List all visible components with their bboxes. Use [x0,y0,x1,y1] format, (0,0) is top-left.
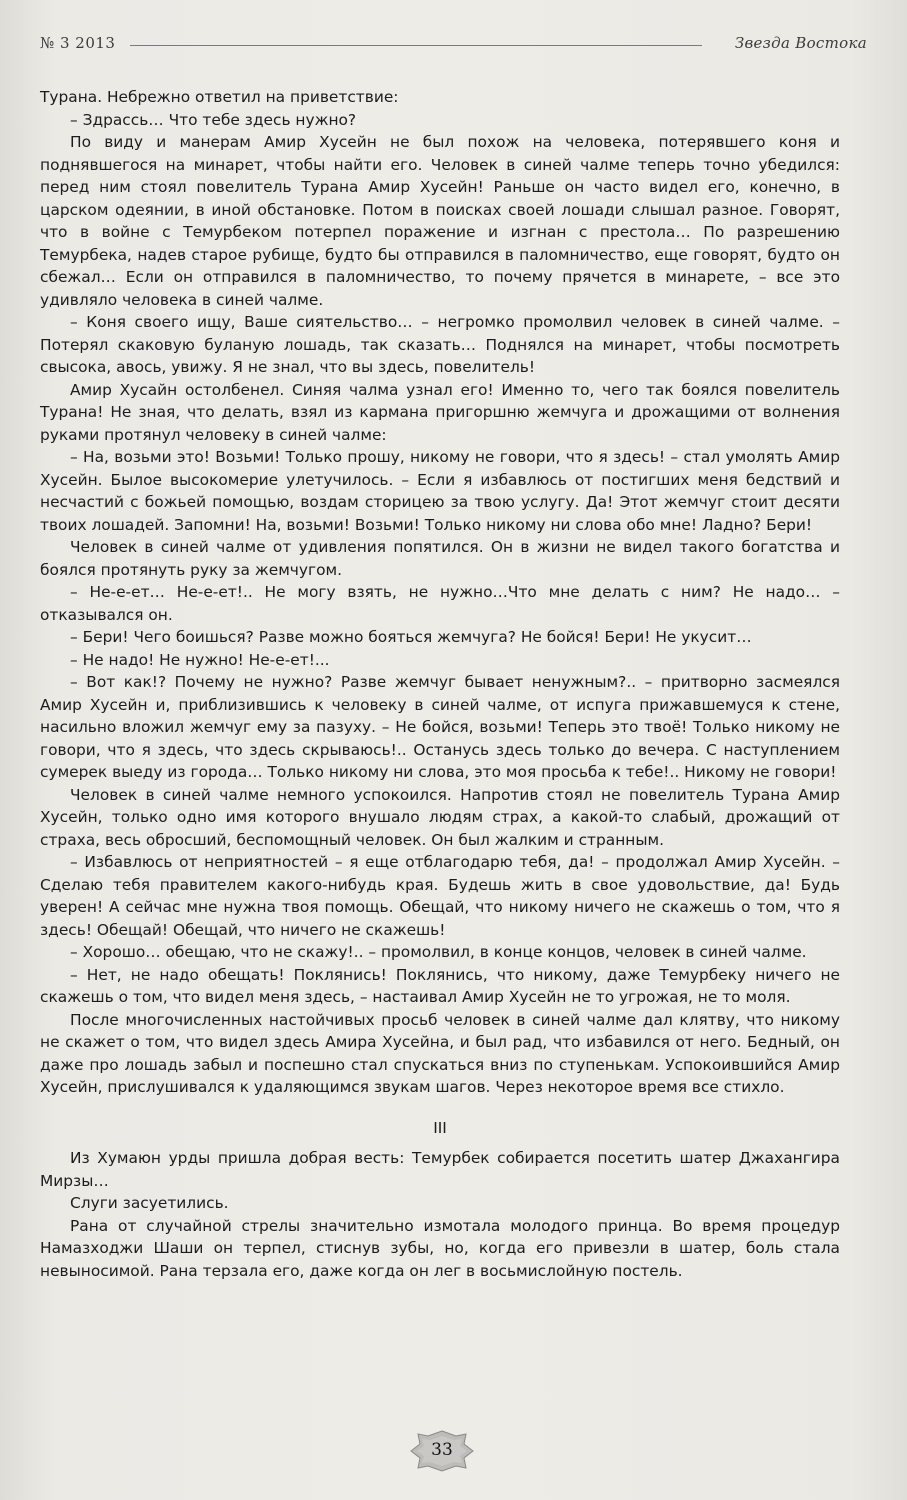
section-number: III [433,1118,447,1137]
paragraph: Амир Хусайн остолбенел. Синяя чалма узнал его! Именно то, чего так боялся повелитель Турана! Не зная, что делать, взял из кармана пригоршню жемчуга и дрожащими от волнения руками протянул человеку в синей чалме: [40,380,840,444]
page-number: 33 [431,1440,453,1460]
paragraph: После многочисленных настойчивых просьб человек в синей чалме дал клятву, что никому не скажет о том, что видел здесь Амира Хусейна, и был рад, что избавился от него. Бедный, он даже про лошадь забыл и поспешно стал спускаться вниз по ступенькам. Успокоившийся Амир Хусейн, прислушивался к удаляющимся звукам шагов. Через некоторое время все стихло. [40,1010,840,1096]
paragraph: Из Хумаюн урды пришла добрая весть: Темурбек собирается посетить шатер Джахангира Мирзы… [40,1149,840,1190]
paragraph: Рана от случайной стрелы значительно измотала молодого принца. Во время процедур Намазходжи Шаши он терпел, стиснув зубы, но, когда его привезли в шатер, боль стала невыносимой. Рана терзала его, даже когда он лег в восьмислойную постель. [40,1216,840,1280]
page-number-badge [410,1430,474,1472]
paragraph: – На, возьми это! Возьми! Только прошу, никому не говори, что я здесь! – стал умолять Амир Хусейн. Былое высокомерие улетучилось. – Если я избавлюсь от постигших меня бедствий и несчастий с божьей помощью, воздам сторицею за твою услугу. Да! Этот жемчуг стоит десяти твоих лошадей. Запомни! На, возьми! Возьми! Только никому ни слова обо мне! Ладно? Бери! [40,448,840,534]
paragraph: – Хорошо… обещаю, что не скажу!.. – промолвил, в конце концов, человек в синей чалме. [70,943,807,961]
paragraph: – Избавлюсь от неприятностей – я еще отблагодарю тебя, да! – продолжал Амир Хусейн. – Сделаю тебя правителем какого-нибудь края. Будешь жить в свое удовольствие, да! Будь уверен! А сейчас мне нужна твоя помощь. Обещай, что никому ничего не скажешь о том, что я здесь! Обещай! Обещай, что ничего не скажешь! [40,853,840,939]
paragraph: Слуги засуетились. [70,1194,229,1212]
paragraph: – Коня своего ищу, Ваше сиятельство… – негромко промолвил человек в синей чалме. – Потерял скаковую буланую лошадь, так сказать… Поднялся на минарет, чтобы посмотреть свысока, авось, увижу. Я не знал, что вы здесь, повелитель! [40,313,840,376]
body-text [40,86,840,1282]
paragraph: Человек в синей чалме от удивления попятился. Он в жизни не видел такого богатства и боялся протянуть руку за жемчугом. [40,538,840,579]
paragraph: – Не надо! Не нужно! Не-е-ет!... [70,650,330,669]
paragraph: – Нет, не надо обещать! Поклянись! Поклянись, что никому, даже Темурбеку ничего не скажешь о том, что видел меня здесь, – настаивал Амир Хусейн не то угрожая, не то моля. [40,965,840,1006]
issue-number: № 3 2013 [40,34,116,52]
paragraph: По виду и манерам Амир Хусейн не был похож на человека, потерявшего коня и поднявшегося на минарет, чтобы найти его. Человек в синей чалме теперь точно убедился: перед ним стоял повелитель Турана Амир Хусейн! Раньше он часто видел его, конечно, в царском одеянии, в иной обстановке. Потом в поисках своей лошади слышал разное. Говорят, что в войне с Темурбеком потерпел поражение и изгнан с престола… По разрешению Темурбека, надев старое рубище, будто бы отправился в паломничество, еще говорят, будто он сбежал… Если он отправился в паломничество, то почему прячется в минарете, – все это удивляло человека в синей чалме. [40,133,840,309]
header-rule [130,45,702,46]
journal-title: Звезда Востока [734,34,867,52]
paragraph: – Бери! Чего боишься? Разве можно бояться жемчуга? Не бойся! Бери! Не укусит… [70,628,752,646]
paragraph: – Не-е-ет… Не-е-ет!.. Не могу взять, не нужно…Что мне делать с ним? Не надо… – отказывался он. [40,583,840,624]
paragraph: Человек в синей чалме немного успокоился. Напротив стоял не повелитель Турана Амир Хусейн, только одно имя которого внушало людям страх, а какой-то слабый, дрожащий от страха, весь обросший, беспомощный человек. Он был жалким и странным. [40,785,840,849]
paragraph: – Здрасcь… Что тебе здесь нужно? [70,110,357,129]
paragraph: Турана. Небрежно ответил на приветствие: [40,88,399,106]
paragraph: – Вот как!? Почему не нужно? Разве жемчуг бывает ненужным?.. – притворно засмеялся Амир Хусейн и, приблизившись к человеку в синей чалме, от испуга прижавшемуся к стене, насильно вложил жемчуг ему за пазуху. – Не бойся, возьми! Теперь это твоё! Только никому не говори, что я здесь, что здесь скрываюсь!.. Останусь здесь только до вечера. С наступлением сумерек выеду из города… Только никому ни слова, это моя просьба к тебе!.. Никому не говори! [40,673,840,781]
